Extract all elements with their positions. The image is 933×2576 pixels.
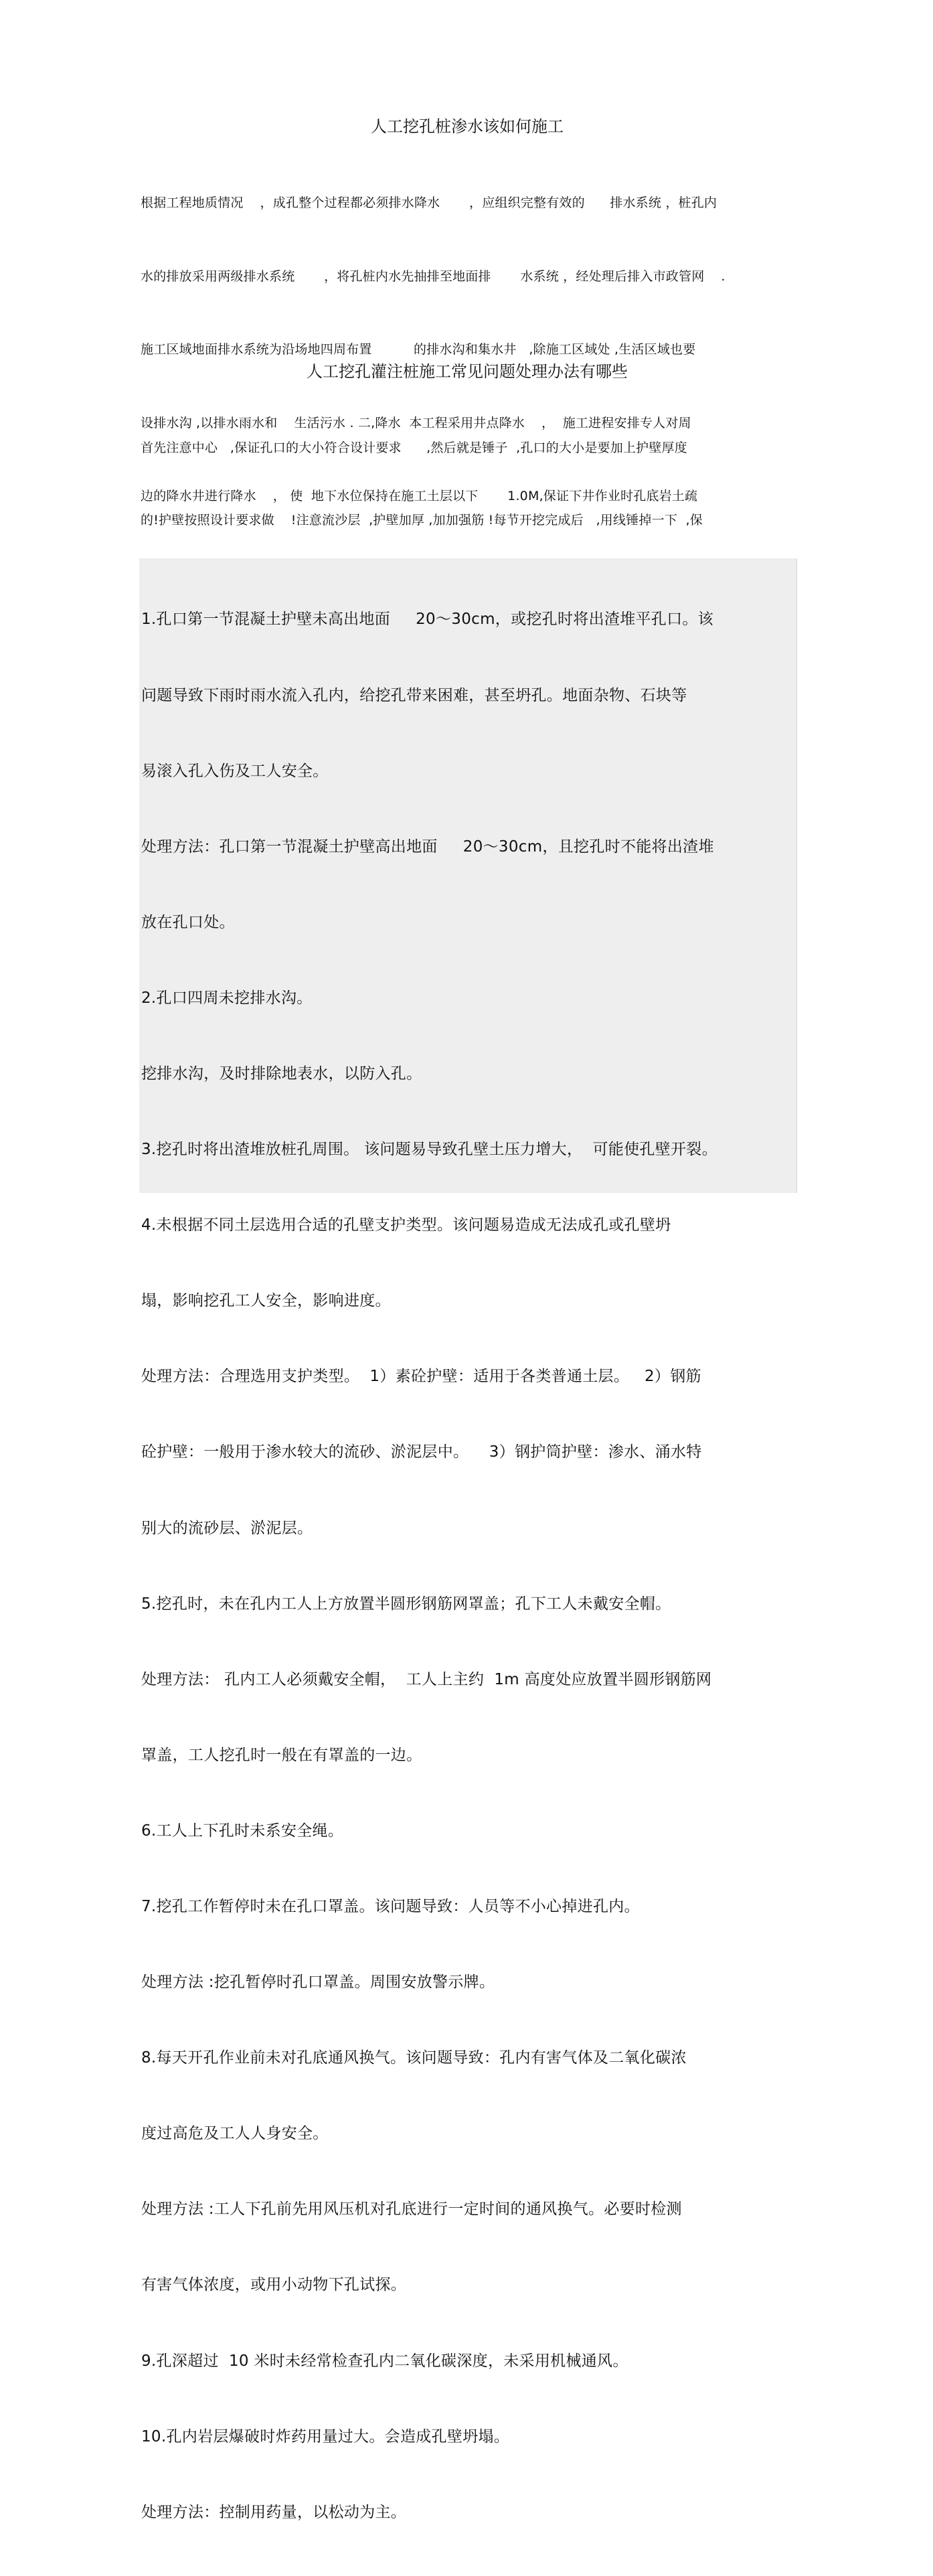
- list-item: 度过高危及工人人身安全。: [141, 2125, 329, 2143]
- list-item: 砼护壁：一般用于渗水较大的流砂、淤泥层中。 3）钢护筒护壁：渗水、涌水特: [141, 1443, 702, 1461]
- list-item: 问题导致下雨时雨水流入孔内，给挖孔带来困难，甚至坍孔。地面杂物、石块等: [141, 686, 687, 704]
- list-item: 放在孔口处。: [141, 913, 235, 931]
- list-item: 7.挖孔工作暂停时未在孔口罩盖。该问题导致：人员等不小心掉进孔内。: [141, 1898, 640, 1915]
- text-line: 设排水沟 ,以排水雨水和 生活污水 . 二,降水 本工程采用井点降水 ， 施工进程安排专人对周: [141, 415, 691, 430]
- problem-list: [141, 557, 794, 2576]
- text-line: 根据工程地质情况 ，成孔整个过程都必须排水降水 ，应组织完整有效的 排水系统 ，桩孔内: [141, 195, 717, 210]
- list-item: 处理方法：合理选用支护类型。 1）素砼护壁：适用于各类普通土层。 2）钢筋: [141, 1368, 701, 1386]
- text-line: 施工区域地面排水系统为沿场地四周布置 的排水沟和集水井 ,除施工区域处 ,生活区域也要: [141, 342, 696, 357]
- text-line: 首先注意中心 ,保证孔口的大小符合设计要求 ,然后就是锤子 ,孔口的大小是要加上护壁厚度: [141, 440, 687, 455]
- list-item: 罩盖，工人挖孔时一般在有罩盖的一边。: [141, 1746, 422, 1764]
- section-title-common-problems: 人工挖孔灌注桩施工常见问题处理办法有哪些: [307, 362, 628, 381]
- list-item: 易滚入孔入伤及工人安全。: [141, 762, 329, 780]
- section-title-seepage: 人工挖孔桩渗水该如何施工: [371, 117, 564, 136]
- text-line: 边的降水井进行降水 ， 使 地下水位保持在施工土层以下 1.0M,保证下井作业时孔底岩土疏: [141, 489, 698, 503]
- list-item: 9.孔深超过 10 米时未经常检查孔内二氧化碳深度，未采用机械通风。: [141, 2352, 628, 2370]
- list-item: 处理方法：孔口第一节混凝土护壁高出地面 20～30cm，且挖孔时不能将出渣堆: [141, 837, 714, 856]
- list-item: 处理方法 :工人下孔前先用风压机对孔底进行一定时间的通风换气。必要时检测: [141, 2200, 682, 2219]
- list-item: 有害气体浓度，或用小动物下孔试探。: [141, 2276, 407, 2294]
- list-item: 挖排水沟，及时排除地表水，以防入孔。: [141, 1064, 422, 1082]
- list-item: 4.未根据不同土层选用合适的孔壁支护类型。该问题易造成无法成孔或孔壁坍: [141, 1216, 671, 1234]
- text-line: 的!护壁按照设计要求做 !注意流沙层 ,护壁加厚 ,加加强筋 !每节开挖完成后 ,用线锤掉一下 ,保: [141, 513, 703, 528]
- list-item: 塌，影响挖孔工人安全，影响进度。: [141, 1292, 391, 1310]
- list-item: 2.孔口四周未挖排水沟。: [141, 989, 313, 1007]
- list-item: 1.孔口第一节混凝土护壁未高出地面 20～30cm，或挖孔时将出渣堆平孔口。该: [141, 611, 713, 629]
- list-item: 10.孔内岩层爆破时炸药用量过大。会造成孔壁坍塌。: [141, 2427, 510, 2445]
- list-item: 处理方法：控制用药量，以松动为主。: [141, 2503, 407, 2521]
- list-item: 8.每天开孔作业前未对孔底通风换气。该问题导致：孔内有害气体及二氧化碳浓: [141, 2049, 687, 2067]
- list-item: 别大的流砂层、淤泥层。: [141, 1519, 313, 1537]
- text-line: 水的排放采用两级排水系统 ，将孔桩内水先抽排至地面排 水系统 ，经处理后排入市政管网 .: [141, 268, 726, 284]
- list-item: 处理方法 :挖孔暂停时孔口罩盖。周围安放警示牌。: [141, 1974, 495, 1992]
- list-item: 3.挖孔时将出渣堆放桩孔周围。 该问题易导致孔壁土压力增大， 可能使孔壁开裂。: [141, 1141, 717, 1159]
- list-item: 5.挖孔时，未在孔内工人上方放置半圆形钢筋网罩盖；孔下工人未戴安全帽。: [141, 1595, 671, 1613]
- list-item: 6.工人上下孔时未系安全绳。: [141, 1822, 344, 1840]
- list-item: 处理方法： 孔内工人必须戴安全帽， 工人上主约 1m 高度处应放置半圆形钢筋网: [141, 1670, 712, 1688]
